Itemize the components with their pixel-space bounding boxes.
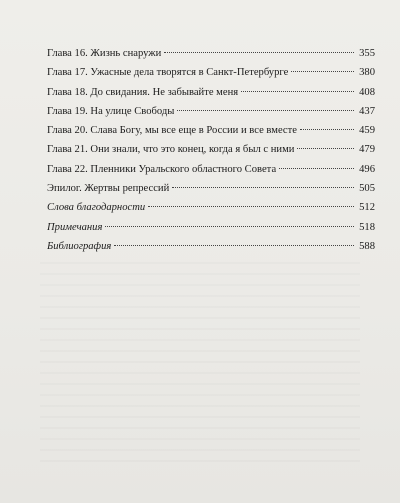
toc-entry-title: Эпилог. Жертвы репрессий <box>47 183 170 195</box>
dot-leader <box>300 129 354 130</box>
toc-entry <box>47 63 375 82</box>
dot-leader <box>164 52 354 53</box>
dot-leader <box>172 187 354 188</box>
toc-entry <box>47 218 375 237</box>
toc-entry-page: 496 <box>359 163 375 175</box>
toc-entry-page: 380 <box>359 67 375 79</box>
toc-entry <box>47 179 375 198</box>
toc-entry-title: Глава 20. Слава Богу, мы все еще в России и все вместе <box>47 125 297 137</box>
toc-entry <box>47 198 375 217</box>
toc-entry <box>47 140 375 159</box>
toc-entry-title: Глава 22. Пленники Уральского областного Совета <box>47 163 277 175</box>
toc-entry <box>47 237 375 256</box>
toc-entry-title: Глава 19. На улице Свободы <box>47 105 175 117</box>
dot-leader <box>279 168 354 169</box>
toc-entry <box>47 44 375 63</box>
dot-leader <box>105 226 354 227</box>
toc-entry-page: 518 <box>359 221 375 233</box>
toc-entry-title: Глава 17. Ужасные дела творятся в Санкт-Петербурге <box>47 67 289 79</box>
toc-entry-title: Глава 18. До свидания. Не забывайте меня <box>47 86 239 98</box>
toc-entry-page: 512 <box>359 202 375 214</box>
table-of-contents <box>47 44 375 256</box>
toc-entry-page: 588 <box>359 240 375 252</box>
toc-entry-title: Примечания <box>47 221 103 233</box>
toc-entry-title: Библиография <box>47 240 112 252</box>
toc-entry-title: Слова благодарности <box>47 202 146 214</box>
toc-entry <box>47 121 375 140</box>
dot-leader <box>291 71 354 72</box>
toc-entry-page: 459 <box>359 125 375 137</box>
toc-entry <box>47 83 375 102</box>
toc-entry-page: 437 <box>359 105 375 117</box>
dot-leader <box>148 206 354 207</box>
toc-entry-title: Глава 21. Они знали, что это конец, когда я был с ними <box>47 144 295 156</box>
toc-entry-page: 479 <box>359 144 375 156</box>
show-through-text <box>40 262 360 462</box>
toc-entry-page: 408 <box>359 86 375 98</box>
toc-entry <box>47 102 375 121</box>
dot-leader <box>177 110 354 111</box>
toc-entry <box>47 160 375 179</box>
toc-entry-page: 355 <box>359 48 375 59</box>
dot-leader <box>297 148 354 149</box>
toc-entry-title: Глава 16. Жизнь снаружи <box>47 48 162 59</box>
toc-entry-page: 505 <box>359 183 375 195</box>
dot-leader <box>241 91 354 92</box>
dot-leader <box>114 245 354 246</box>
